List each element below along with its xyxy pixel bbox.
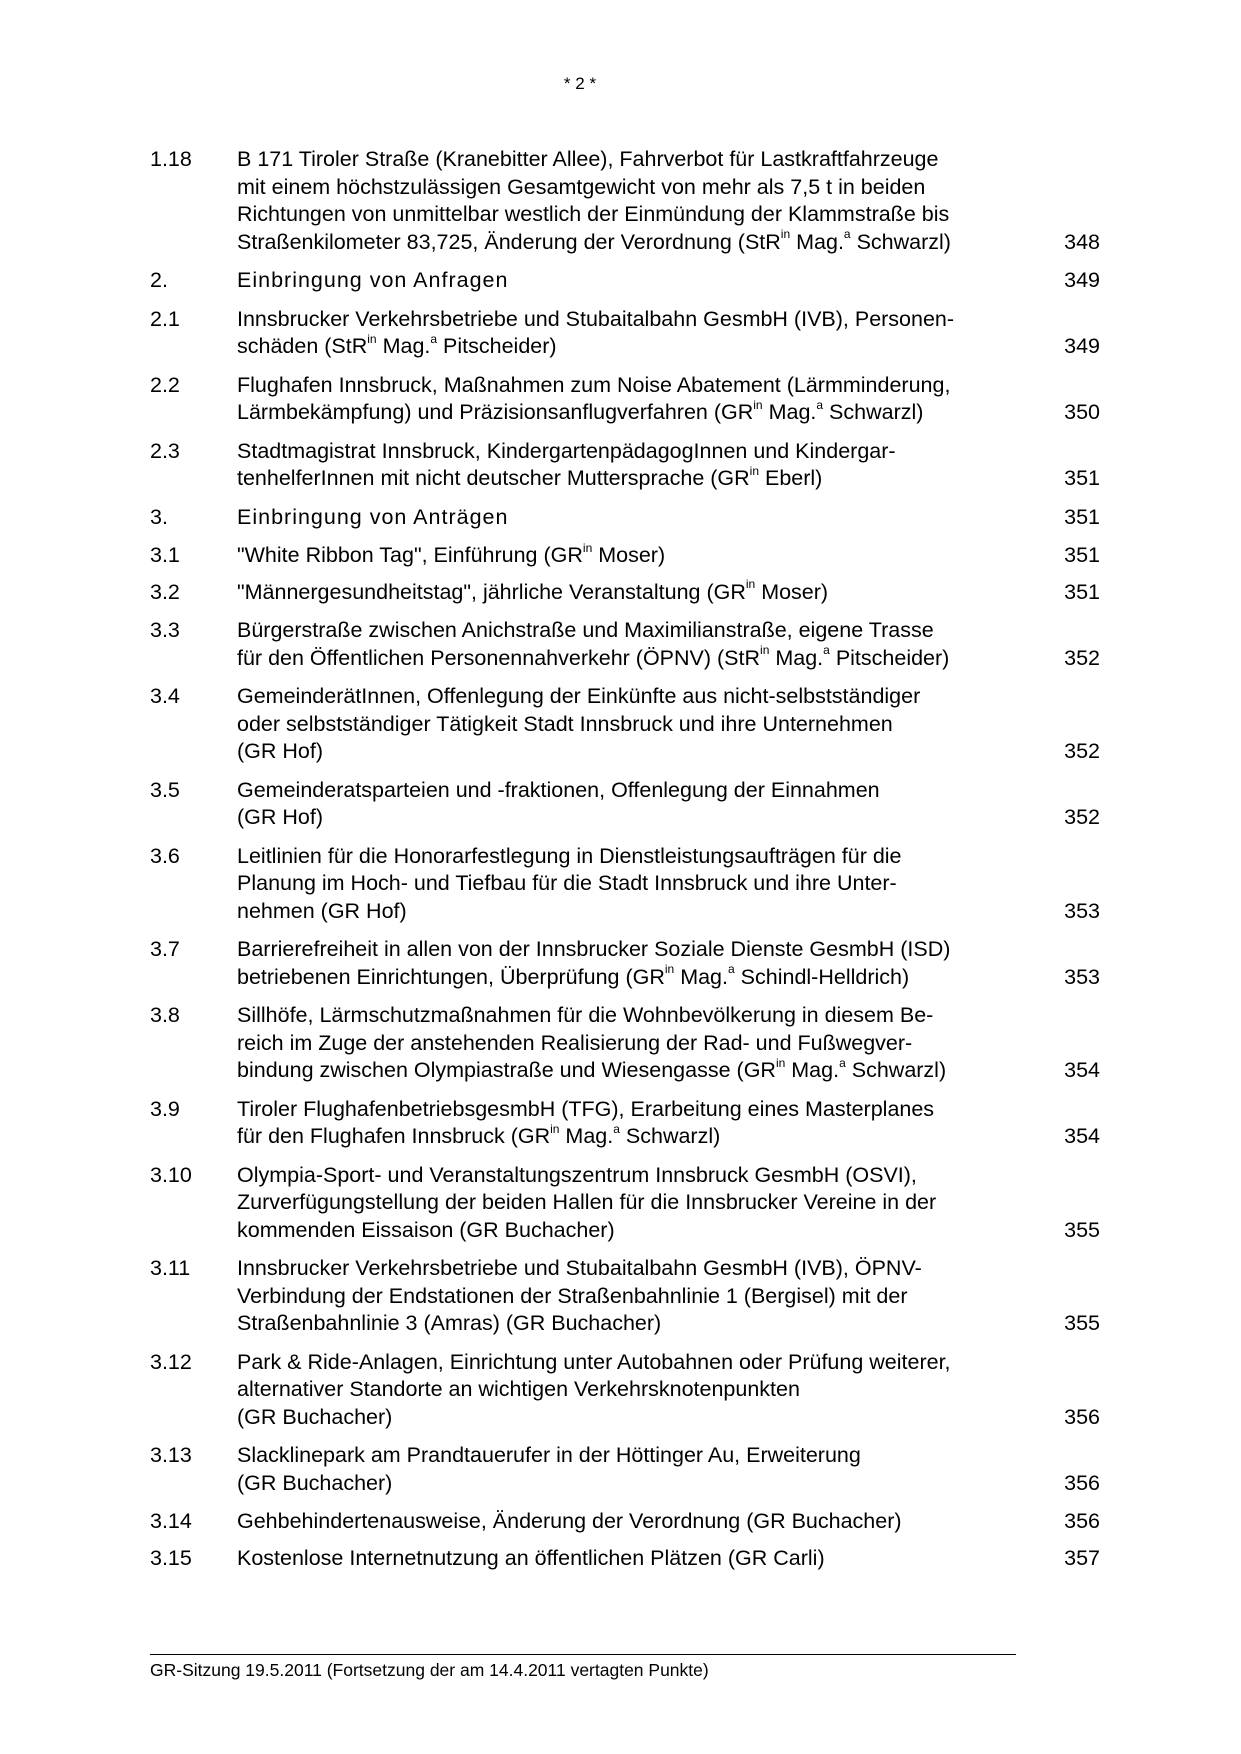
- toc-entry-title: [237, 1002, 1017, 1085]
- toc-entry-number: 2.2: [150, 372, 180, 397]
- title-text: Tiroler FlughafenbetriebsgesmbH (TFG), Erarbeitung eines Masterplanes für den Flughafen Innsbruck (GR: [237, 1096, 935, 1148]
- title-text: Mag.: [376, 334, 431, 358]
- title-superscript: in: [664, 962, 675, 977]
- toc-entry: [150, 438, 1100, 493]
- title-text: Olympia-Sport- und Veranstaltungszentrum Innsbruck GesmbH (OSVI), Zurverfügungstellung der beiden Hallen für die Innsbrucker Vereine in der kommenden Eissaison (GR Buchacher): [237, 1162, 937, 1242]
- toc-entry-number: 3.11: [150, 1256, 191, 1280]
- title-text: Leitlinien für die Honorarfestlegung in Dienstleistungsaufträgen für die Planung im Hoch- und Tiefbau für die Stadt Innsbruck und ihre Unter- nehmen (GR Hof): [237, 843, 902, 923]
- toc-entry-page: 351: [1064, 466, 1100, 490]
- toc-entry-page: 350: [1064, 400, 1100, 424]
- toc-entry-title: [237, 1349, 1017, 1432]
- toc-entry-title: [237, 1508, 1017, 1536]
- title-text: Kostenlose Internetnutzung an öffentlichen Plätzen (GR Carli): [237, 1545, 825, 1570]
- footer-divider: [150, 1654, 1016, 1655]
- toc-entry-page: 356: [1064, 1509, 1100, 1533]
- toc-entry-number: 3.10: [150, 1162, 192, 1187]
- title-text: Mag.: [769, 645, 824, 670]
- toc-entry-page: 351: [1064, 504, 1100, 529]
- toc-entry: [150, 372, 1100, 427]
- toc-entry-number: 3.14: [150, 1509, 192, 1533]
- title-text: Eberl): [759, 466, 823, 490]
- toc-entry: [150, 777, 1100, 832]
- title-text: Einbringung von Anträgen: [237, 504, 509, 529]
- toc-entry-page: 355: [1064, 1311, 1100, 1335]
- toc-entry-number: 3.1: [150, 543, 180, 567]
- title-text: GemeinderätInnen, Offenlegung der Einkünfte aus nicht-selbstständiger oder selbstständiger Tätigkeit Stadt Innsbruck und ihre Unternehmen (GR Hof): [237, 684, 921, 763]
- title-text: Einbringung von Anfragen: [237, 268, 509, 292]
- title-text: Schwarzl): [845, 1058, 947, 1082]
- toc-entry: [150, 936, 1100, 991]
- toc-entry: [150, 1162, 1100, 1245]
- toc-entry-title: [237, 372, 1017, 427]
- toc-entry-page: 352: [1064, 805, 1100, 829]
- toc-entry-number: 2.1: [150, 306, 180, 331]
- toc-entry-page: 353: [1064, 964, 1100, 989]
- title-text: Moser): [592, 543, 666, 567]
- toc-entry-number: 3.3: [150, 618, 180, 642]
- toc-entry-number: 3.6: [150, 843, 180, 868]
- toc-entry-number: 3.15: [150, 1545, 192, 1570]
- title-text: Innsbrucker Verkehrsbetriebe und Stubaitalbahn GesmbH (IVB), Personen- schäden (StR: [237, 306, 955, 358]
- title-text: Schindl-Helldrich): [734, 964, 910, 989]
- toc-entry: [150, 1096, 1100, 1151]
- title-superscript: in: [775, 1055, 786, 1070]
- title-text: Slacklinepark am Prandtauerufer in der Höttinger Au, Erweiterung (GR Buchacher): [237, 1443, 861, 1495]
- toc-entry: [150, 267, 1100, 295]
- toc-entry-number: 3.4: [150, 684, 180, 708]
- toc-entry-title: [237, 1442, 1017, 1497]
- title-text: Innsbrucker Verkehrsbetriebe und Stubaitalbahn GesmbH (IVB), ÖPNV- Verbindung der Endstationen der Straßenbahnlinie 1 (Bergisel) mit der Straßenbahnlinie 3 (Amras) (GR Buchacher): [237, 1256, 922, 1335]
- table-of-contents: [150, 146, 1100, 1572]
- title-text: Park & Ride-Anlagen, Einrichtung unter Autobahnen oder Prüfung weiterer, alternativer Standorte an wichtigen Verkehrsknotenpunkten (GR Buchacher): [237, 1349, 951, 1429]
- title-superscript: a: [430, 331, 438, 346]
- toc-entry-page: 353: [1064, 898, 1100, 923]
- toc-entry-page: 354: [1064, 1058, 1100, 1082]
- toc-entry-page: 351: [1064, 543, 1100, 567]
- title-text: Gemeinderatsparteien und -fraktionen, Offenlegung der Einnahmen (GR Hof): [237, 777, 880, 829]
- title-superscript: in: [582, 540, 593, 555]
- toc-entry-number: 3.: [150, 504, 168, 529]
- title-text: Bürgerstraße zwischen Anichstraße und Maximilianstraße, eigene Trasse für den Öffentlichen Personennahverkehr (ÖPNV) (StR: [237, 618, 934, 670]
- title-superscript: in: [780, 227, 791, 242]
- toc-entry-title: [237, 617, 1017, 672]
- toc-entry-title: [237, 683, 1017, 766]
- toc-entry: [150, 504, 1100, 532]
- toc-entry-number: 2.: [150, 268, 168, 292]
- toc-entry: [150, 1442, 1100, 1497]
- toc-entry-title: [237, 542, 1017, 570]
- toc-entry: [150, 542, 1100, 570]
- title-superscript: a: [816, 397, 824, 412]
- toc-entry-number: 3.2: [150, 579, 180, 604]
- toc-entry-page: 349: [1064, 334, 1100, 358]
- toc-entry-title: [237, 267, 1017, 295]
- toc-entry-page: 352: [1064, 645, 1100, 670]
- title-superscript: in: [749, 463, 760, 478]
- title-text: Mag.: [785, 1058, 840, 1082]
- title-text: Moser): [755, 579, 829, 604]
- toc-entry: [150, 306, 1100, 361]
- title-superscript: a: [839, 1055, 846, 1070]
- footer-text: GR-Sitzung 19.5.2011 (Fortsetzung der am 14.4.2011 vertagten Punkte): [150, 1660, 709, 1680]
- toc-entry-number: 3.12: [150, 1349, 192, 1374]
- title-text: Flughafen Innsbruck, Maßnahmen zum Noise Abatement (Lärmminderung, Lärmbekämpfung) und Präzisionsanflugverfahren (GR: [237, 372, 951, 424]
- toc-entry-page: 354: [1064, 1124, 1100, 1148]
- toc-entry-title: [237, 777, 1017, 832]
- toc-entry-page: 351: [1064, 579, 1100, 604]
- title-superscript: in: [367, 331, 377, 346]
- title-superscript: in: [745, 577, 756, 592]
- title-text: Schwarzl): [850, 229, 951, 254]
- title-text: Mag.: [762, 400, 817, 424]
- title-superscript: in: [753, 397, 763, 412]
- toc-entry: [150, 1545, 1100, 1573]
- toc-entry: [150, 1349, 1100, 1432]
- toc-entry: [150, 1255, 1100, 1338]
- toc-entry-number: 2.3: [150, 438, 180, 463]
- title-superscript: in: [550, 1121, 560, 1136]
- toc-entry-number: 3.7: [150, 937, 180, 961]
- toc-entry: [150, 843, 1100, 926]
- toc-entry-title: [237, 1162, 1017, 1245]
- title-superscript: a: [728, 962, 735, 977]
- toc-entry-number: 1.18: [150, 147, 192, 171]
- title-text: Barrierefreiheit in allen von der Innsbrucker Soziale Dienste GesmbH (ISD) betriebenen Einrichtungen, Überprüfung (GR: [237, 937, 951, 989]
- toc-entry-title: [237, 579, 1017, 607]
- title-text: Pitscheider): [437, 334, 557, 358]
- title-text: Mag.: [559, 1124, 614, 1148]
- title-text: Schwarzl): [619, 1124, 721, 1148]
- toc-entry: [150, 617, 1100, 672]
- toc-entry-title: [237, 1096, 1017, 1151]
- title-text: "White Ribbon Tag", Einführung (GR: [237, 543, 583, 567]
- page-number: * 2 *: [563, 74, 597, 93]
- title-superscript: a: [823, 643, 830, 658]
- toc-entry-title: [237, 1545, 1017, 1573]
- toc-entry-number: 3.8: [150, 1003, 180, 1027]
- toc-entry-title: [237, 843, 1017, 926]
- toc-entry-title: [237, 146, 1017, 256]
- toc-entry-number: 3.5: [150, 777, 180, 802]
- title-text: B 171 Tiroler Straße (Kranebitter Allee), Fahrverbot für Lastkraftfahrzeuge mit einem höchstzulässigen Gesamtgewicht von mehr als 7,5 t in beiden Richtungen von unmittelbar westlich der Einmündung der Klammstraße bis Straßenkilometer 83,725, Änderung der Verordnung (StR: [237, 147, 950, 254]
- title-superscript: in: [760, 643, 770, 658]
- title-text: Gehbehindertenausweise, Änderung der Verordnung (GR Buchacher): [237, 1509, 902, 1533]
- toc-entry-title: [237, 504, 1017, 532]
- toc-entry-title: [237, 1255, 1017, 1338]
- toc-entry-title: [237, 306, 1017, 361]
- title-text: Sillhöfe, Lärmschutzmaßnahmen für die Wohnbevölkerung in diesem Be- reich im Zuge der anstehenden Realisierung der Rad- und Fußwegver- bindung zwischen Olympiastraße und Wiesengasse (GR: [237, 1003, 934, 1082]
- title-text: "Männergesundheitstag", jährliche Veranstaltung (GR: [237, 579, 746, 604]
- toc-entry-page: 355: [1064, 1217, 1100, 1242]
- toc-entry-page: 357: [1064, 1545, 1100, 1570]
- toc-entry-page: 356: [1064, 1404, 1100, 1429]
- toc-entry-title: [237, 438, 1017, 493]
- title-text: Schwarzl): [823, 400, 924, 424]
- title-text: Pitscheider): [829, 645, 950, 670]
- toc-entry-page: 348: [1064, 229, 1100, 254]
- title-text: Mag.: [790, 229, 844, 254]
- toc-entry: [150, 146, 1100, 256]
- title-superscript: a: [843, 227, 851, 242]
- toc-entry-page: 356: [1064, 1470, 1100, 1495]
- toc-entry-number: 3.13: [150, 1443, 192, 1467]
- toc-entry-title: [237, 936, 1017, 991]
- title-superscript: a: [613, 1121, 620, 1136]
- toc-entry: [150, 579, 1100, 607]
- toc-entry-number: 3.9: [150, 1096, 180, 1121]
- title-text: Stadtmagistrat Innsbruck, KindergartenpädagogInnen und Kindergar- tenhelferInnen mit nicht deutscher Muttersprache (GR: [237, 438, 896, 490]
- title-text: Mag.: [674, 964, 728, 989]
- toc-entry-page: 352: [1064, 739, 1100, 763]
- toc-entry: [150, 1002, 1100, 1085]
- toc-entry-page: 349: [1064, 268, 1100, 292]
- toc-entry: [150, 683, 1100, 766]
- toc-entry: [150, 1508, 1100, 1536]
